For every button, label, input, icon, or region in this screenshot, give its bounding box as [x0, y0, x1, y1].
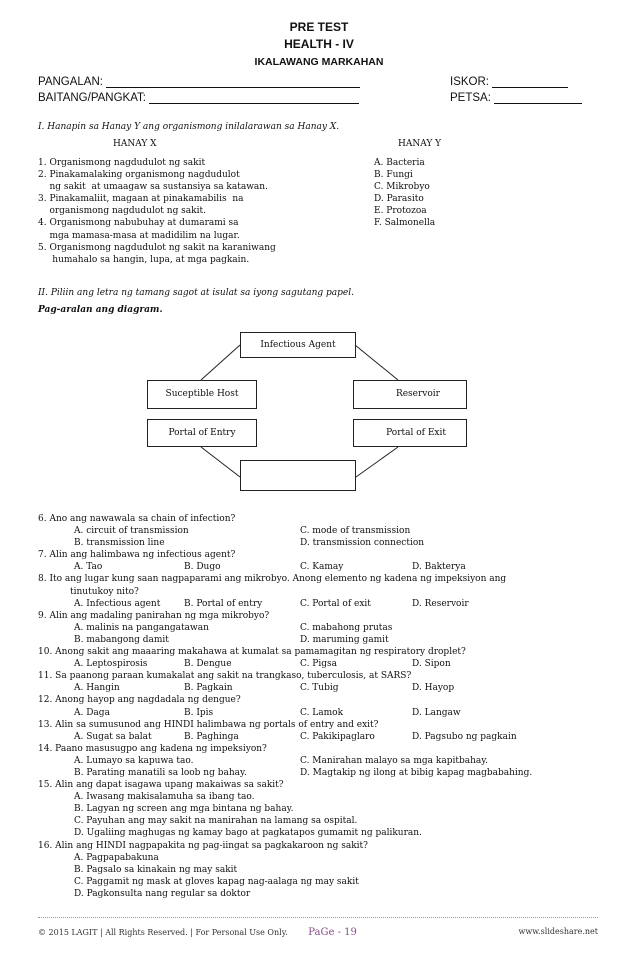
diagram-susceptible-host: Suceptible Host	[147, 380, 257, 409]
choice-row	[38, 561, 598, 573]
answer-choice[interactable]: A. Infectious agent	[74, 598, 161, 609]
diagram-portal-of-entry: Portal of Entry	[147, 419, 257, 447]
choice-row	[38, 622, 598, 634]
col-y-header: HANAY Y	[398, 139, 442, 149]
question-text-cont: tinutukoy nito?	[70, 586, 139, 597]
study-diagram-label: Pag-aralan ang diagram.	[38, 305, 163, 315]
answer-choice[interactable]: A. Hangin	[74, 683, 120, 694]
col-x-line: ng sakit at umaagaw sa sustansiya sa katawan.	[38, 182, 268, 193]
answer-choice[interactable]: D. Reservoir	[412, 598, 469, 609]
question-text: 9. Alin ang madaling panirahan ng mga mikrobyo?	[38, 610, 270, 621]
col-x-line: 5. Organismong nagdudulot ng sakit na karaniwang	[38, 242, 276, 253]
answer-choice[interactable]: B. Pagkain	[184, 683, 233, 694]
choice-row	[38, 707, 598, 719]
answer-choice[interactable]: C. Manirahan malayo sa mga kapitbahay.	[300, 755, 489, 766]
answer-choice[interactable]: B. Dugo	[184, 562, 221, 573]
answer-choice[interactable]: D. maruming gamit	[300, 634, 389, 645]
question-text: 13. Alin sa sumusunod ang HINDI halimbawa ng portals of entry and exit?	[38, 719, 379, 730]
answer-choice[interactable]: B. Ipis	[184, 707, 214, 718]
answer-choice[interactable]: D. Hayop	[412, 683, 455, 694]
col-y-option: D. Parasito	[374, 194, 424, 205]
answer-choice[interactable]: B. transmission line	[74, 538, 165, 549]
question-text: 16. Alin ang HINDI nagpapakita ng pag-iingat sa pagkakaroon ng sakit?	[38, 840, 368, 851]
answer-choice[interactable]: C. Lamok	[300, 707, 344, 718]
col-x-line: mga mamasa-masa at madidilim na lugar.	[38, 230, 240, 241]
footer-divider	[38, 917, 598, 918]
col-y-option: F. Salmonella	[374, 218, 436, 229]
footer-copyright: © 2015 LAGIT | All Rights Reserved. | For Personal Use Only.	[38, 928, 288, 937]
answer-choice[interactable]: D. transmission connection	[300, 538, 425, 549]
footer-site: www.slideshare.net	[518, 927, 598, 936]
choice-row	[38, 537, 598, 549]
answer-choice[interactable]: B. Pagsalo sa kinakain ng may sakit	[74, 864, 238, 875]
part1-instruction: I. Hanapin sa Hanay Y ang organismong inilalarawan sa Hanay X.	[38, 122, 340, 132]
question-text: 10. Anong sakit ang maaaring makahawa at kumalat sa pamamagitan ng respiratory droplet?	[38, 647, 466, 658]
answer-choice[interactable]: C. Payuhan ang may sakit na manirahan na lamang sa ospital.	[74, 816, 358, 827]
answer-choice[interactable]: D. Pagsubo ng pagkain	[412, 731, 517, 742]
choice-row	[38, 682, 598, 694]
col-x-line: 3. Pinakamaliit, magaan at pinakamabilis na	[38, 194, 244, 205]
question-text: 7. Alin ang halimbawa ng infectious agent?	[38, 550, 236, 561]
date-label: PETSA:	[450, 92, 491, 104]
answer-choice[interactable]: C. mabahong prutas	[300, 622, 393, 633]
answer-choice[interactable]: B. Paghinga	[184, 731, 239, 742]
diagram-portal-of-exit: Portal of Exit	[353, 419, 467, 447]
answer-choice[interactable]: A. Iwasang makisalamuha sa ibang tao.	[74, 792, 255, 803]
answer-choice[interactable]: A. Sugat sa balat	[74, 731, 152, 742]
col-x-line: humahalo sa hangin, lupa, at mga pagkain.	[38, 254, 250, 265]
name-label: PANGALAN:	[38, 76, 103, 88]
answer-choice[interactable]: A. circuit of transmission	[74, 526, 189, 537]
footer-page: PaGe - 19	[308, 927, 357, 938]
grade-label: BAITANG/PANGKAT:	[38, 92, 146, 104]
col-y-option: C. Mikrobyo	[374, 182, 430, 193]
choice-row	[38, 658, 598, 670]
answer-choice[interactable]: D. Bakterya	[412, 562, 466, 573]
col-y-option: E. Protozoa	[374, 206, 427, 217]
test-title: PRE TEST	[289, 20, 349, 34]
answer-choice[interactable]: B. Dengue	[184, 659, 232, 670]
choice-row	[38, 525, 598, 537]
answer-choice[interactable]: A. Daga	[74, 707, 110, 718]
quarter-label: IKALAWANG MARKAHAN	[254, 56, 384, 68]
answer-choice[interactable]: A. Pagpapabakuna	[74, 852, 159, 863]
question-text: 12. Anong hayop ang nagdadala ng dengue?	[38, 695, 241, 706]
col-x-line: organismong nagdudulot ng sakit.	[38, 206, 206, 217]
answer-choice[interactable]: A. Leptospirosis	[74, 659, 148, 670]
col-x-line: 1. Organismong nagdudulot ng sakit	[38, 158, 206, 168]
choice-row	[38, 634, 598, 646]
answer-choice[interactable]: C. Pakikipaglaro	[300, 731, 375, 742]
diagram-infectious-agent: Infectious Agent	[240, 332, 356, 358]
answer-choice[interactable]: D. Magtakip ng ilong at bibig kapag magbabahing.	[300, 767, 533, 778]
answer-choice[interactable]: B. Portal of entry	[184, 598, 263, 609]
choice-row	[38, 755, 598, 767]
diagram-reservoir: Reservoir	[353, 380, 467, 409]
answer-choice[interactable]: C. Pigsa	[300, 659, 337, 670]
answer-choice[interactable]: B. Lagyan ng screen ang mga bintana ng bahay.	[74, 804, 294, 815]
answer-choice[interactable]: D. Pagkonsulta nang regular sa doktor	[74, 888, 251, 899]
question-text: 11. Sa paanong paraan kumakalat ang sakit na trangkaso, tuberculosis, at SARS?	[38, 671, 412, 682]
question-text: 15. Alin ang dapat isagawa upang makaiwas sa sakit?	[38, 780, 284, 791]
test-subject: HEALTH - IV	[284, 37, 354, 51]
answer-choice[interactable]: A. Lumayo sa kapuwa tao.	[74, 755, 194, 766]
answer-choice[interactable]: C. Kamay	[300, 562, 344, 573]
choice-row	[38, 731, 598, 743]
answer-choice[interactable]: C. mode of transmission	[300, 526, 411, 537]
score-label: ISKOR:	[450, 76, 489, 88]
questions-list	[38, 513, 598, 900]
question-text: 14. Paano masusugpo ang kadena ng impeksiyon?	[38, 743, 267, 754]
answer-choice[interactable]: A. malinis na pangangatawan	[74, 622, 209, 633]
col-y-option: B. Fungi	[374, 170, 413, 181]
col-x-line: 2. Pinakamalaking organismong nagdudulot	[38, 170, 240, 181]
part2-instruction: II. Piliin ang letra ng tamang sagot at isulat sa iyong sagutang papel.	[38, 288, 354, 298]
choice-row	[38, 767, 598, 779]
answer-choice[interactable]: D. Langaw	[412, 707, 461, 718]
col-y-option: A. Bacteria	[374, 158, 425, 168]
question-text: 6. Ano ang nawawala sa chain of infection?	[38, 514, 236, 524]
answer-choice[interactable]: D. Ugaliing maghugas ng kamay bago at pagkatapos gumamit ng palikuran.	[74, 828, 422, 839]
diagram-missing-link-blank[interactable]	[240, 460, 356, 491]
answer-choice[interactable]: C. Portal of exit	[300, 598, 371, 609]
answer-choice[interactable]: C. Tubig	[300, 683, 339, 694]
answer-choice[interactable]: C. Paggamit ng mask at gloves kapag nag-aalaga ng may sakit	[74, 876, 359, 887]
choice-row	[38, 598, 598, 610]
question-text: 8. Ito ang lugar kung saan nagpaparami ang mikrobyo. Anong elemento ng kadena ng impeksiyon ang	[38, 574, 507, 585]
col-x-line: 4. Organismong nabubuhay at dumarami sa	[38, 218, 239, 229]
answer-choice[interactable]: B. mabangong damit	[74, 634, 169, 645]
answer-choice[interactable]: B. Parating manatili sa loob ng bahay.	[74, 767, 247, 778]
footer	[38, 927, 598, 938]
answer-choice[interactable]: D. Sipon	[412, 659, 451, 670]
answer-choice[interactable]: A. Tao	[74, 562, 103, 573]
col-x-header: HANAY X	[113, 139, 157, 149]
